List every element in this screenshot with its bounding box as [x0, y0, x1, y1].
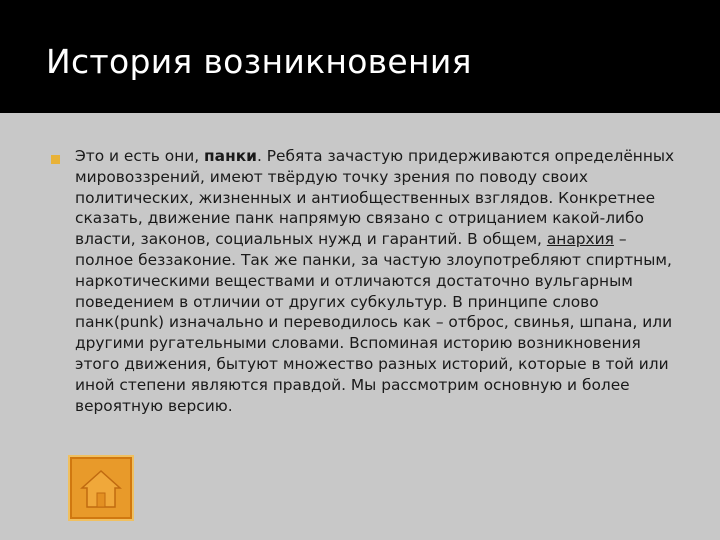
bold-term: панки [204, 147, 257, 165]
body-paragraph [75, 146, 680, 416]
square-bullet-icon [51, 155, 60, 164]
paragraph-text-1: Это и есть они, [75, 147, 205, 165]
paragraph-text-3: – полное беззаконие. Так же панки, за частую злоупотребляют спиртным, наркотическими веществами и отличаются достаточно вульгарным поведением в отличии от других субкультур. В принципе слово панк(punk) изначально и переводилось как – отброс, свинья, шпана, или другими ругательными словами. Вспоминая историю возникновения этого движения, бытуют множество разных историй, которые в той или иной степени являются правдой. Мы рассмотрим основную и более вероятную версию. [75, 230, 673, 415]
home-icon [70, 457, 132, 519]
slide-title: История возникновения [46, 42, 472, 81]
title-bar [0, 0, 720, 113]
anarchy-link[interactable]: анархия [546, 230, 614, 249]
paragraph-text-2: . Ребята зачастую придерживаются определённых мировоззрений, имеют твёрдую точку зрения по поводу своих политических, жизненных и антиобщественных взглядов. Конкретнее сказать, движение панк напрямую связано с отрицанием какой-либо власти, законов, социальных нужд и гарантий. В общем, [75, 147, 675, 249]
home-button[interactable] [68, 455, 134, 521]
